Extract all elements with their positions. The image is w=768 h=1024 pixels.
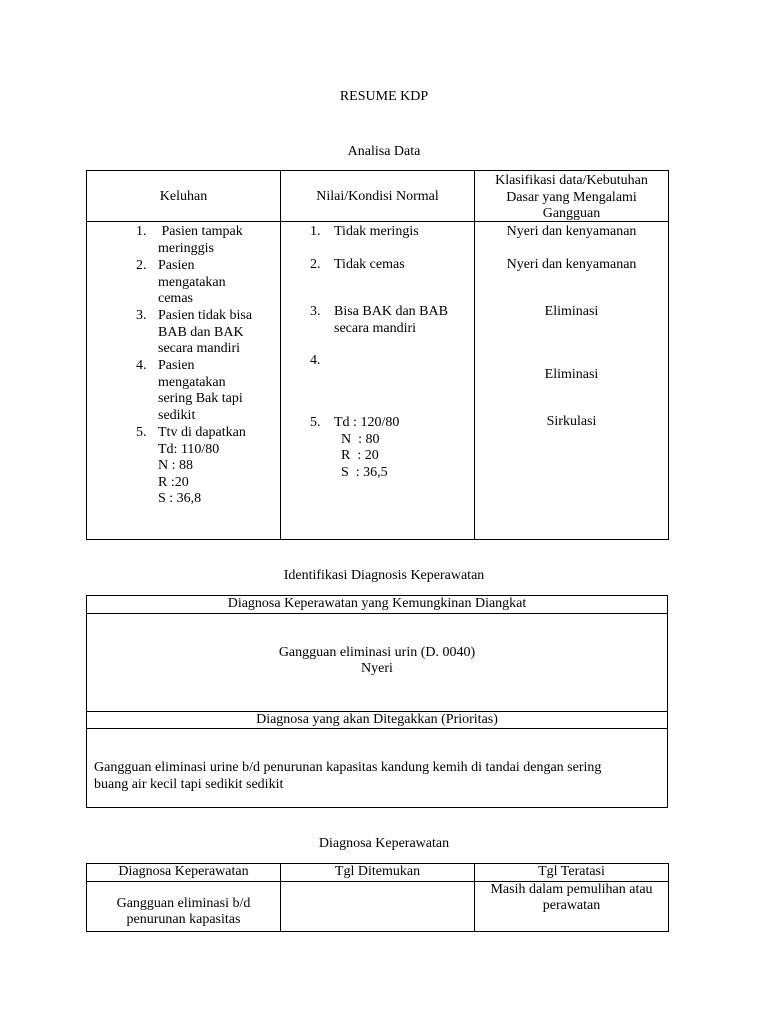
nilai-item-2: Tidak cemas: [334, 257, 405, 272]
analisa-heading: Analisa Data: [347, 144, 421, 159]
diagnosa-header-2: Tgl Ditemukan: [281, 864, 475, 882]
document-title: RESUME KDP: [339, 89, 429, 104]
keluhan-item-4: Pasien mengatakan sering Bak tapi sedikit: [158, 358, 243, 423]
identifikasi-row1-body: Gangguan eliminasi urin (D. 0040) Nyeri: [87, 613, 668, 711]
header-klasifikasi: Klasifikasi data/Kebutuhan Dasar yang Mengalami Gangguan: [475, 171, 669, 222]
identifikasi-table: [86, 595, 668, 808]
diagnosa-cell-2: [281, 881, 475, 931]
nilai-item-5: Td : 120/80 N : 80 R : 20 S : 36,5: [334, 415, 400, 480]
klasifikasi-cell: [475, 222, 669, 540]
analisa-table: [86, 170, 669, 540]
diagnosa-cell-3: Masih dalam pemulihan atau perawatan: [475, 881, 669, 931]
keluhan-cell: 1. Pasien tampak meringgis 2. Pasien mengatakan cemas 3. Pasien tidak bisa BAB dan BAK secara mandiri 4. Pasien mengatakan sering Bak tapi sedikit 5. Ttv di dapatkan Td: 110/80 N : 88 R :20 S : 36,8: [87, 222, 281, 540]
diagnosa-cell-1: Gangguan eliminasi b/d penurunan kapasitas: [87, 881, 281, 931]
keluhan-item-1: Pasien tampak meringgis: [158, 224, 243, 256]
klasifikasi-item-3: Eliminasi: [544, 304, 599, 319]
klasifikasi-item-4: Eliminasi: [544, 367, 599, 382]
klasifikasi-item-1: Nyeri dan kenyamanan: [506, 224, 637, 239]
keluhan-item-5: Ttv di dapatkan Td: 110/80 N : 88 R :20 S : 36,8: [158, 425, 246, 506]
header-nilai: Nilai/Kondisi Normal: [281, 171, 475, 222]
identifikasi-row2-body: Gangguan eliminasi urine b/d penurunan kapasitas kandung kemih di tandai dengan sering buang air kecil tapi sedikit sedikit: [87, 729, 668, 808]
header-keluhan: Keluhan: [87, 171, 281, 222]
identifikasi-row1-header: Diagnosa Keperawatan yang Kemungkinan Diangkat: [87, 596, 668, 614]
keluhan-item-3: Pasien tidak bisa BAB dan BAK secara mandiri: [158, 308, 253, 356]
diagnosa-header-3: Tgl Teratasi: [475, 864, 669, 882]
nilai-item-3: Bisa BAK dan BAB secara mandiri: [334, 304, 448, 336]
nilai-cell: 1. Tidak meringis 2. Tidak cemas 3. Bisa BAK dan BAB secara mandiri 4. 5. Td : 120/80 N : 80 R : 20 S : 36,5: [281, 222, 475, 540]
klasifikasi-item-2: Nyeri dan kenyamanan: [506, 257, 637, 272]
identifikasi-row2-header: Diagnosa yang akan Ditegakkan (Prioritas): [87, 711, 668, 729]
identifikasi-heading: Identifikasi Diagnosis Keperawatan: [283, 568, 485, 583]
diagnosa-header-1: Diagnosa Keperawatan: [87, 864, 281, 882]
nilai-item-1: Tidak meringis: [334, 224, 419, 239]
diagnosa-table: [86, 863, 669, 932]
keluhan-item-2: Pasien mengatakan cemas: [158, 258, 226, 306]
diagnosa-heading: Diagnosa Keperawatan: [318, 836, 450, 851]
klasifikasi-item-5: Sirkulasi: [546, 414, 597, 429]
